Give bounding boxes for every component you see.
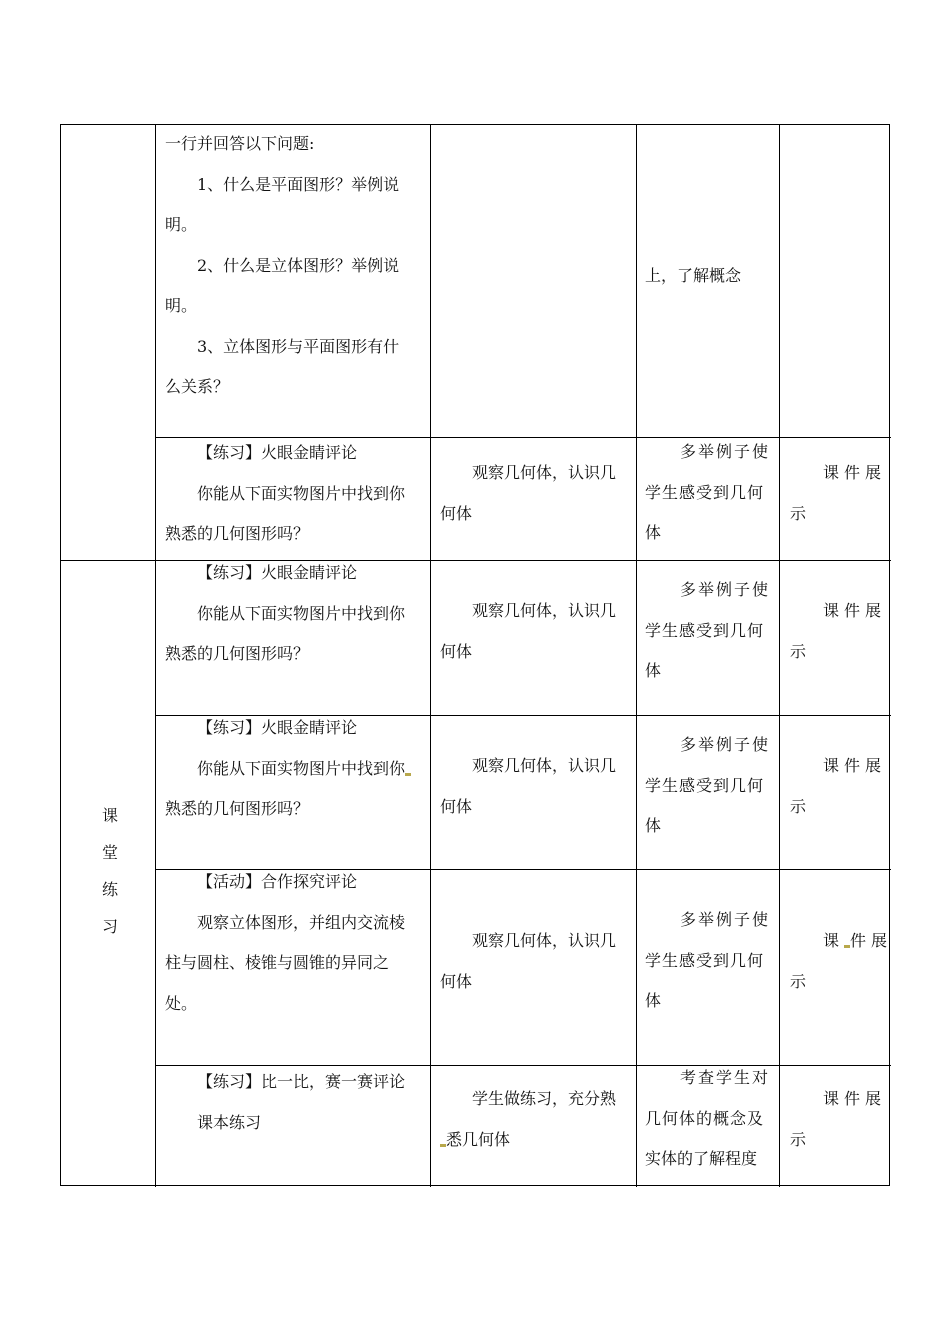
media-text: 课件展 — [823, 1089, 887, 1108]
media-text: 示 — [790, 1129, 807, 1149]
intent-text: 体 — [645, 661, 662, 680]
practice-1-media — [790, 453, 885, 534]
student-activity: 观察几何体，认识几 — [472, 601, 617, 620]
content-line: 1、什么是平面图形？举例说 — [197, 174, 400, 194]
student-activity: 观察几何体，认识几 — [472, 463, 617, 482]
practice-line: 熟悉的几何图形吗？ — [165, 524, 310, 543]
practice-line: 熟悉的几何图形吗？ — [165, 799, 310, 818]
section-label-char: 习 — [101, 917, 118, 936]
student-activity: 何体 — [440, 503, 473, 523]
exercise-student — [440, 1079, 630, 1160]
media-text: 课 件展 — [823, 931, 893, 950]
intent-text: 多举例子使 — [680, 910, 771, 929]
content-line: 2、什么是立体图形？举例说 — [197, 255, 400, 275]
activity-line: 处。 — [165, 993, 198, 1013]
student-activity: 何体 — [440, 971, 473, 991]
intent-text: 几何体的概念及 — [645, 1108, 765, 1128]
activity-intent — [645, 900, 773, 1022]
intent-text: 考查学生对 — [680, 1068, 771, 1087]
student-activity: 何体 — [440, 796, 473, 816]
intent-text: 实体的了解程度 — [645, 1149, 758, 1168]
section-label-char: 堂 — [101, 843, 118, 862]
practice-title: 【练习】火眼金睛评论 — [197, 718, 358, 737]
intent-text: 多举例子使 — [680, 580, 771, 599]
practice-1-intent — [645, 432, 773, 554]
student-activity: 观察几何体，认识几 — [472, 756, 617, 775]
intent-text: 学生感受到几何 — [645, 482, 765, 502]
content-line: 明。 — [165, 296, 198, 315]
practice-3-media — [790, 746, 885, 827]
exercise-line: 课本练习 — [197, 1112, 262, 1132]
col-divider-4 — [779, 125, 780, 1187]
practice-line: 你能从下面实物图片中找到你 — [197, 603, 406, 623]
practice-2-student — [440, 591, 630, 672]
col-divider-3 — [636, 125, 637, 1187]
highlight-mark — [405, 773, 411, 776]
intent-text: 体 — [645, 991, 662, 1010]
section-label-char: 练 — [101, 880, 118, 899]
row1-intent-cell — [645, 256, 770, 297]
practice-1-student — [440, 453, 630, 534]
content-line: 3、立体图形与平面图形有什 — [197, 336, 400, 356]
practice-line: 熟悉的几何图形吗？ — [165, 644, 310, 663]
student-activity: 何体 — [440, 641, 473, 661]
content-line: 么关系？ — [165, 377, 230, 396]
media-text: 示 — [790, 796, 807, 816]
intent-text: 体 — [645, 816, 662, 835]
intent-text: 上，了解概念 — [645, 266, 742, 285]
activity-media — [790, 921, 893, 1002]
practice-1-content — [165, 433, 423, 555]
content-line: 明。 — [165, 215, 198, 234]
practice-title: 【练习】火眼金睛评论 — [197, 443, 358, 462]
intent-text: 体 — [645, 523, 662, 542]
activity-student — [440, 921, 630, 1002]
practice-line: 你能从下面实物图片中找到你 — [197, 483, 406, 503]
row1-content-cell — [165, 124, 423, 408]
col-divider-1 — [155, 125, 156, 1187]
content-line: 一行并回答以下问题: — [165, 134, 315, 153]
practice-3-student — [440, 746, 630, 827]
intent-text: 多举例子使 — [680, 735, 771, 754]
media-text: 课件展 — [823, 756, 887, 775]
media-text: 示 — [790, 503, 807, 523]
student-activity: 悉几何体 — [440, 1120, 630, 1161]
exercise-intent — [645, 1058, 773, 1180]
col-divider-2 — [430, 125, 431, 1187]
exercise-media — [790, 1079, 885, 1160]
practice-line: 你能从下面实物图片中找到你 — [165, 749, 423, 790]
student-activity: 观察几何体，认识几 — [472, 931, 617, 950]
practice-3-intent — [645, 725, 773, 847]
activity-title: 【活动】合作探究评论 — [197, 872, 358, 891]
media-text: 示 — [790, 971, 807, 991]
activity-line: 柱与圆柱、棱锥与圆锥的异同之 — [165, 953, 390, 972]
section-label — [100, 797, 120, 945]
activity-content — [165, 862, 423, 1024]
intent-text: 学生感受到几何 — [645, 950, 765, 970]
media-text: 课件展 — [823, 463, 887, 482]
section-label-char: 课 — [101, 806, 118, 825]
exercise-content — [165, 1062, 423, 1143]
practice-3-content — [165, 708, 423, 830]
exercise-title: 【练习】比一比，赛一赛评论 — [197, 1072, 406, 1091]
intent-text: 多举例子使 — [680, 442, 771, 461]
media-text: 课件展 — [823, 601, 887, 620]
activity-line: 观察立体图形，并组内交流棱 — [197, 912, 406, 932]
practice-2-intent — [645, 570, 773, 692]
student-activity: 学生做练习，充分熟 — [472, 1089, 617, 1108]
practice-title: 【练习】火眼金睛评论 — [197, 563, 358, 582]
media-text: 示 — [790, 641, 807, 661]
practice-2-media — [790, 591, 885, 672]
practice-2-content — [165, 553, 423, 675]
intent-text: 学生感受到几何 — [645, 775, 765, 795]
intent-text: 学生感受到几何 — [645, 620, 765, 640]
